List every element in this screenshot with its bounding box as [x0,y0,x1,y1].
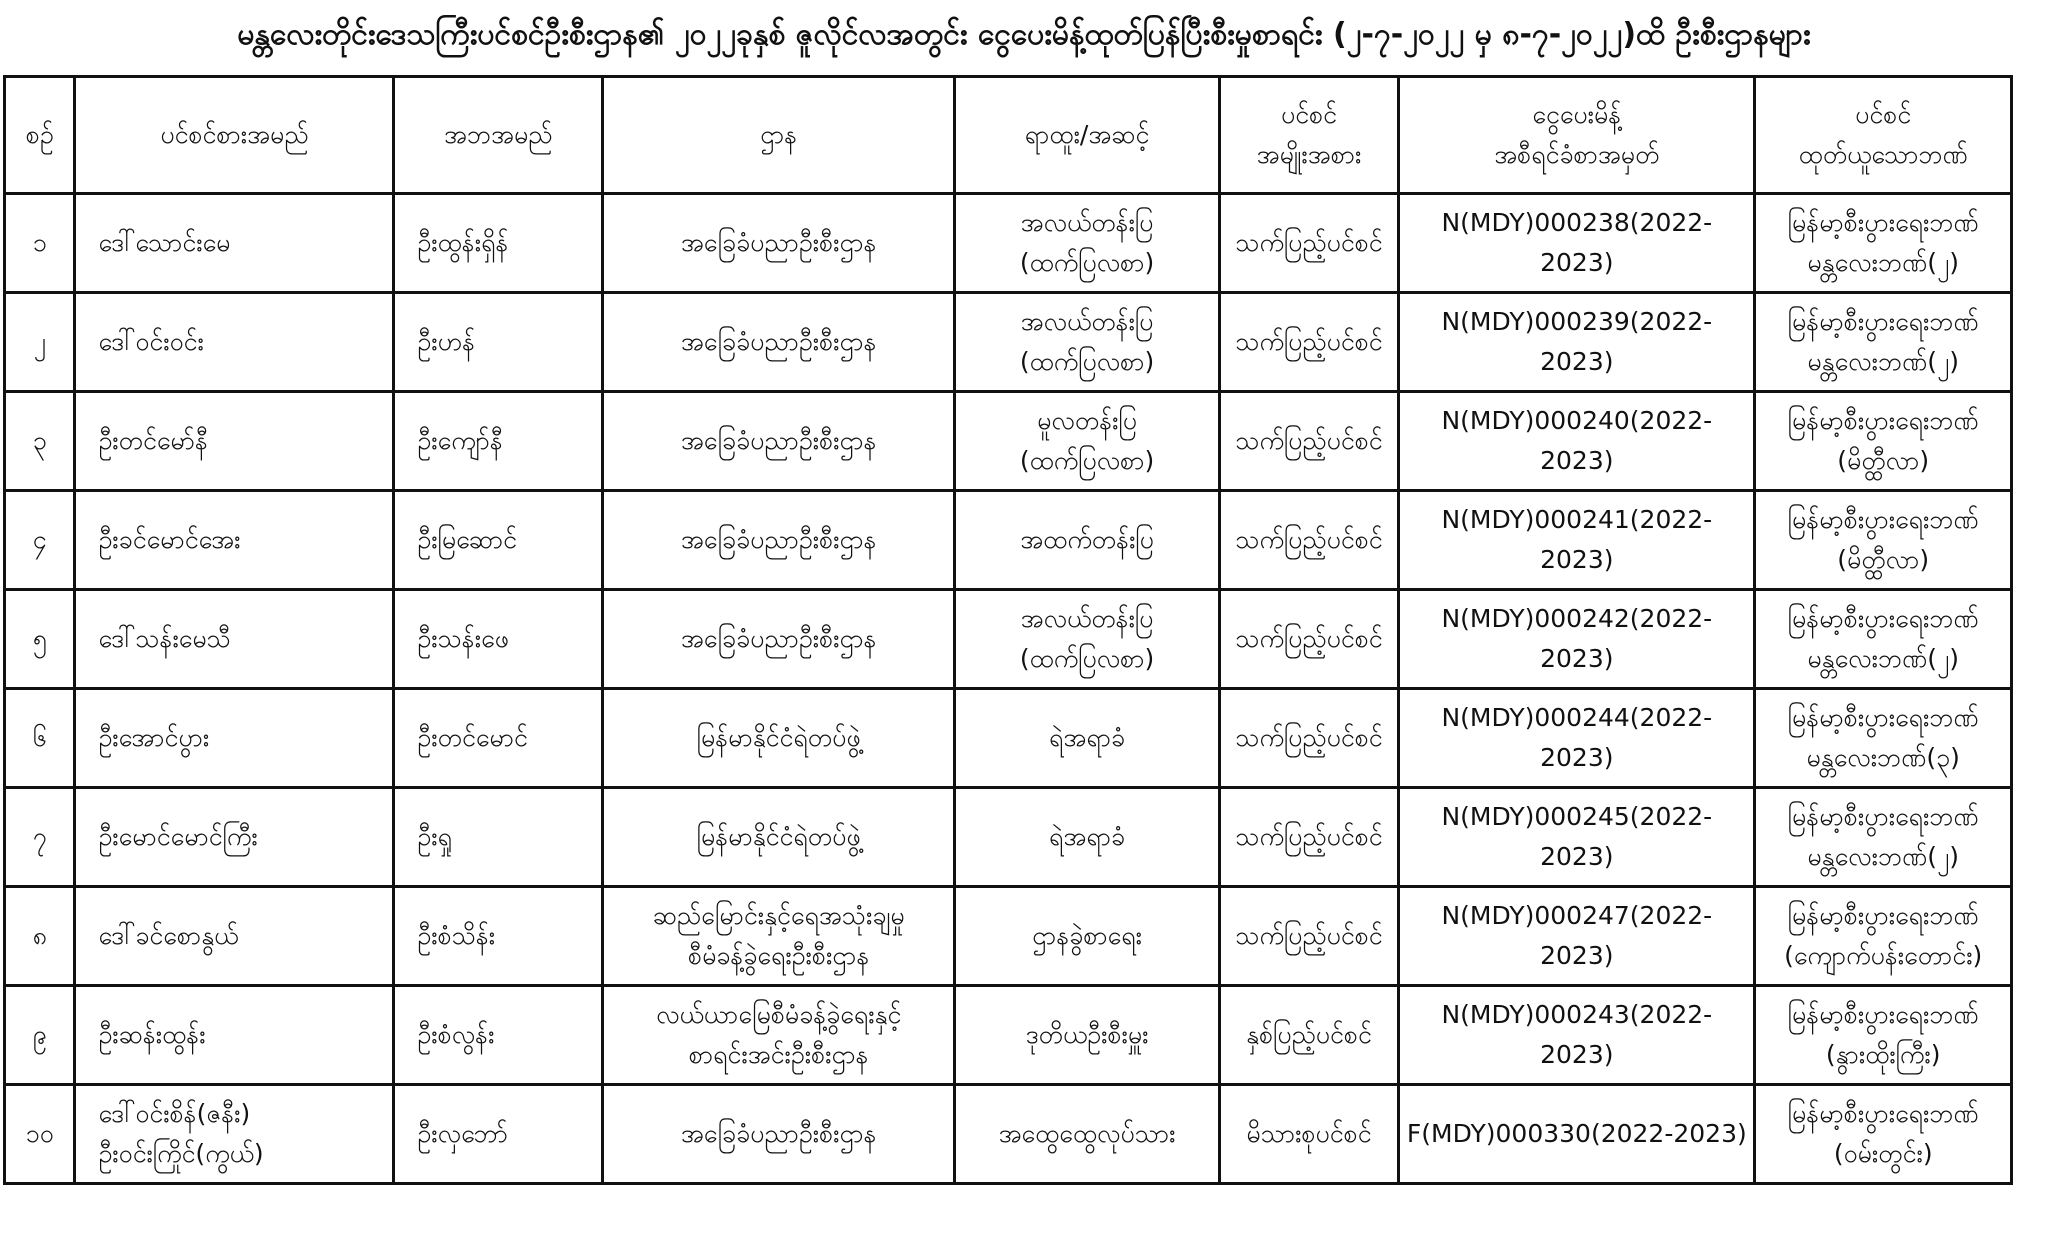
cell-rank [955,689,1219,788]
cell-sn: ၁၀ [5,1085,75,1184]
cell-line: ဌာနခွဲစာရေး [1032,921,1142,950]
cell-sn: ၇ [5,788,75,887]
cell-line: မြန်မာ့စီးပွားရေးဘဏ် [1787,505,1979,534]
column-header-bank [1755,77,2012,194]
cell-sn: ၈ [5,887,75,986]
cell-reg: N(MDY)000244(2022-2023) [1399,689,1755,788]
cell-line: (ထက်ပြလစာ) [1019,446,1155,475]
column-header-type [1219,77,1398,194]
cell-dept [603,788,955,887]
cell-name [75,986,394,1085]
cell-line: ရဲအရာခံ [1049,723,1126,752]
column-header-father [394,77,603,194]
cell-line: (နွားထိုးကြီး) [1825,1040,1941,1069]
cell-type: သက်ပြည့်ပင်စင် [1219,293,1398,392]
column-header-sn [5,77,75,194]
cell-line: အခြေခံပညာဦးစီးဌာန [680,327,877,356]
cell-type: သက်ပြည့်ပင်စင် [1219,392,1398,491]
cell-name [75,491,394,590]
cell-father: ဦးလှဘော် [394,1085,603,1184]
cell-father: ဦးတင်မောင် [394,689,603,788]
cell-name [75,293,394,392]
cell-reg: N(MDY)000245(2022-2023) [1399,788,1755,887]
cell-line: (မိတ္ထီလာ) [1837,446,1930,475]
cell-name [75,392,394,491]
cell-rank [955,887,1219,986]
cell-line: ဒေါ်ခင်စောနွယ် [98,921,239,950]
cell-rank [955,392,1219,491]
cell-sn: ၆ [5,689,75,788]
table-row [5,590,2012,689]
cell-bank [1755,392,2012,491]
cell-bank [1755,1085,2012,1184]
cell-line: မန္တလေးဘဏ်(၃) [1806,743,1960,772]
cell-line: မြန်မာ့စီးပွားရေးဘဏ် [1787,604,1979,633]
cell-line: အထွေထွေလုပ်သား [998,1119,1176,1148]
cell-type: သက်ပြည့်ပင်စင် [1219,689,1398,788]
cell-line: မြန်မာ့စီးပွားရေးဘဏ် [1787,703,1979,732]
cell-line: အခြေခံပညာဦးစီးဌာန [680,426,877,455]
cell-line: (ထက်ပြလစာ) [1019,644,1155,673]
cell-father: ဦးထွန်းရှိန် [394,194,603,293]
table-row [5,293,2012,392]
cell-line: လယ်ယာမြေစီမံခန့်ခွဲရေးနှင့် [656,1000,902,1029]
cell-line: ဦးတင်မော်နီ [98,426,208,455]
cell-rank [955,194,1219,293]
cell-bank [1755,689,2012,788]
cell-reg: N(MDY)000243(2022-2023) [1399,986,1755,1085]
cell-rank [955,788,1219,887]
cell-line: (ဝမ်းတွင်း) [1833,1139,1933,1168]
cell-reg: N(MDY)000239(2022-2023) [1399,293,1755,392]
cell-dept [603,491,955,590]
cell-line: အခြေခံပညာဦးစီးဌာန [680,228,877,257]
cell-father: ဦးမြဆောင် [394,491,603,590]
cell-bank [1755,590,2012,689]
column-header-line: ထုတ်ယူသောဘဏ် [1798,140,1968,169]
cell-father: ဦးဟန် [394,293,603,392]
cell-line: (ထက်ပြလစာ) [1019,347,1155,376]
cell-reg: N(MDY)000238(2022-2023) [1399,194,1755,293]
cell-type: သက်ပြည့်ပင်စင် [1219,590,1398,689]
cell-rank [955,491,1219,590]
cell-father: ဦးစံလွန်း [394,986,603,1085]
table-row [5,986,2012,1085]
cell-name [75,788,394,887]
cell-line: ဦးဝင်းကြိုင်(ကွယ်) [98,1139,264,1168]
column-header-line: ငွေပေးမိန့် [1532,100,1622,129]
cell-line: (ထက်ပြလစာ) [1019,248,1155,277]
page-title: မန္တလေးတိုင်းဒေသကြီးပင်စင်ဦးစီးဌာန၏ ၂၀၂၂ခုနှစ် ဇူလိုင်လအတွင်း ငွေပေးမိန့်ထုတ်ပြန်ပြီးစီးမှုစာရင်း (၂-၇-၂၀၂၂ မှ ၈-၇-၂၀၂၂)ထိ ဦးစီးဌာနများ [237,17,1811,52]
cell-rank [955,293,1219,392]
cell-line: ဒေါ်ဝင်းစိန်(ဇနီး) [98,1099,251,1128]
cell-sn: ၁ [5,194,75,293]
cell-father: ဦးစံသိန်း [394,887,603,986]
cell-line: ဦးဆန်းထွန်း [98,1020,206,1049]
column-header-line: ပင်စင် [1855,100,1912,129]
cell-line: မြန်မာ့စီးပွားရေးဘဏ် [1787,208,1979,237]
cell-line: မြန်မာနိုင်ငံရဲတပ်ဖွဲ့ [696,723,861,752]
cell-father: ဦးသန်းဖေ [394,590,603,689]
column-header-rank [955,77,1219,194]
cell-line: အခြေခံပညာဦးစီးဌာန [680,1119,877,1148]
cell-type: မိသားစုပင်စင် [1219,1085,1398,1184]
cell-reg: N(MDY)000241(2022-2023) [1399,491,1755,590]
cell-bank [1755,491,2012,590]
column-header-line: ရာထူး/အဆင့် [1024,120,1150,149]
cell-sn: ၂ [5,293,75,392]
cell-dept [603,590,955,689]
cell-sn: ၃ [5,392,75,491]
cell-sn: ၄ [5,491,75,590]
cell-bank [1755,887,2012,986]
table-body [5,194,2012,1184]
cell-bank [1755,194,2012,293]
cell-line: ဒေါ်သန်းမေသီ [98,624,231,653]
cell-line: ဆည်မြောင်းနှင့်ရေအသုံးချမှု [652,901,905,930]
cell-dept [603,887,955,986]
column-header-line: ဌာန [760,120,798,149]
cell-line: (မိတ္ထီလာ) [1837,545,1930,574]
cell-line: အခြေခံပညာဦးစီးဌာန [680,624,877,653]
cell-type: သက်ပြည့်ပင်စင် [1219,194,1398,293]
table-row [5,1085,2012,1184]
table-row [5,689,2012,788]
cell-line: အခြေခံပညာဦးစီးဌာန [680,525,877,554]
column-header-name [75,77,394,194]
cell-line: မြန်မာ့စီးပွားရေးဘဏ် [1787,901,1979,930]
cell-line: မန္တလေးဘဏ်(၂) [1807,248,1960,277]
cell-line: အလယ်တန်းပြ [1020,208,1154,237]
cell-dept [603,392,955,491]
column-header-dept [603,77,955,194]
cell-bank [1755,788,2012,887]
cell-name [75,689,394,788]
cell-reg: N(MDY)000242(2022-2023) [1399,590,1755,689]
cell-sn: ၉ [5,986,75,1085]
cell-dept [603,293,955,392]
cell-line: စီမံခန့်ခွဲရေးဦးစီးဌာန [688,941,870,970]
cell-name [75,887,394,986]
table-row [5,392,2012,491]
table-row [5,194,2012,293]
cell-line: ဦးခင်မောင်အေး [98,525,241,554]
cell-line: ဦးမောင်မောင်ကြီး [98,822,258,851]
column-header-line: ပင်စင် [1280,100,1338,129]
cell-dept [603,689,955,788]
cell-line: မြန်မာ့စီးပွားရေးဘဏ် [1787,1099,1979,1128]
cell-line: မူလတန်းပြ [1037,406,1137,435]
column-header-line: အစီရင်ခံစာအမှတ် [1494,140,1660,169]
column-header-line: အဘအမည် [444,120,553,149]
column-header-line: ပင်စင်စားအမည် [160,120,309,149]
cell-line: ဒေါ်ဝင်းဝင်း [98,327,204,356]
cell-line: အထက်တန်းပြ [1020,525,1154,554]
cell-dept [603,194,955,293]
cell-line: မန္တလေးဘဏ်(၂) [1807,842,1960,871]
cell-line: အလယ်တန်းပြ [1020,307,1154,336]
cell-type: သက်ပြည့်ပင်စင် [1219,788,1398,887]
cell-rank [955,986,1219,1085]
cell-line: မန္တလေးဘဏ်(၂) [1807,347,1960,376]
cell-type: နှစ်ပြည့်ပင်စင် [1219,986,1398,1085]
cell-line: မြန်မာနိုင်ငံရဲတပ်ဖွဲ့ [696,822,861,851]
cell-name [75,1085,394,1184]
cell-line: စာရင်းအင်းဦးစီးဌာန [688,1040,869,1069]
cell-bank [1755,986,2012,1085]
cell-line: မန္တလေးဘဏ်(၂) [1807,644,1960,673]
cell-dept [603,986,955,1085]
cell-reg: N(MDY)000240(2022-2023) [1399,392,1755,491]
cell-line: (ကျောက်ပန်းတောင်း) [1784,941,1983,970]
cell-line: မြန်မာ့စီးပွားရေးဘဏ် [1787,1000,1979,1029]
cell-reg: N(MDY)000247(2022-2023) [1399,887,1755,986]
cell-father: ဦးကျော်နီ [394,392,603,491]
cell-reg: F(MDY)000330(2022-2023) [1399,1085,1755,1184]
column-header-line: စဉ် [25,120,54,149]
cell-line: ရဲအရာခံ [1049,822,1126,851]
cell-father: ဦးရှု [394,788,603,887]
cell-line: ဦးအောင်ပွား [98,723,210,752]
cell-name [75,194,394,293]
cell-sn: ၅ [5,590,75,689]
cell-line: အလယ်တန်းပြ [1020,604,1154,633]
cell-line: မြန်မာ့စီးပွားရေးဘဏ် [1787,802,1979,831]
cell-line: မြန်မာ့စီးပွားရေးဘဏ် [1787,307,1979,336]
table-row [5,887,2012,986]
cell-type: သက်ပြည့်ပင်စင် [1219,887,1398,986]
column-header-line: အမျိုးအစား [1256,140,1362,169]
cell-line: ဒုတိယဦးစီးမှူး [1025,1020,1149,1049]
cell-rank [955,590,1219,689]
cell-dept [603,1085,955,1184]
table-row [5,788,2012,887]
cell-bank [1755,293,2012,392]
pension-register-table [3,75,2013,1185]
column-header-reg [1399,77,1755,194]
cell-type: သက်ပြည့်ပင်စင် [1219,491,1398,590]
cell-name [75,590,394,689]
table-row [5,491,2012,590]
table-header-row [5,77,2012,194]
cell-line: မြန်မာ့စီးပွားရေးဘဏ် [1787,406,1979,435]
cell-line: ဒေါ်သောင်းမေ [98,228,231,257]
cell-rank [955,1085,1219,1184]
